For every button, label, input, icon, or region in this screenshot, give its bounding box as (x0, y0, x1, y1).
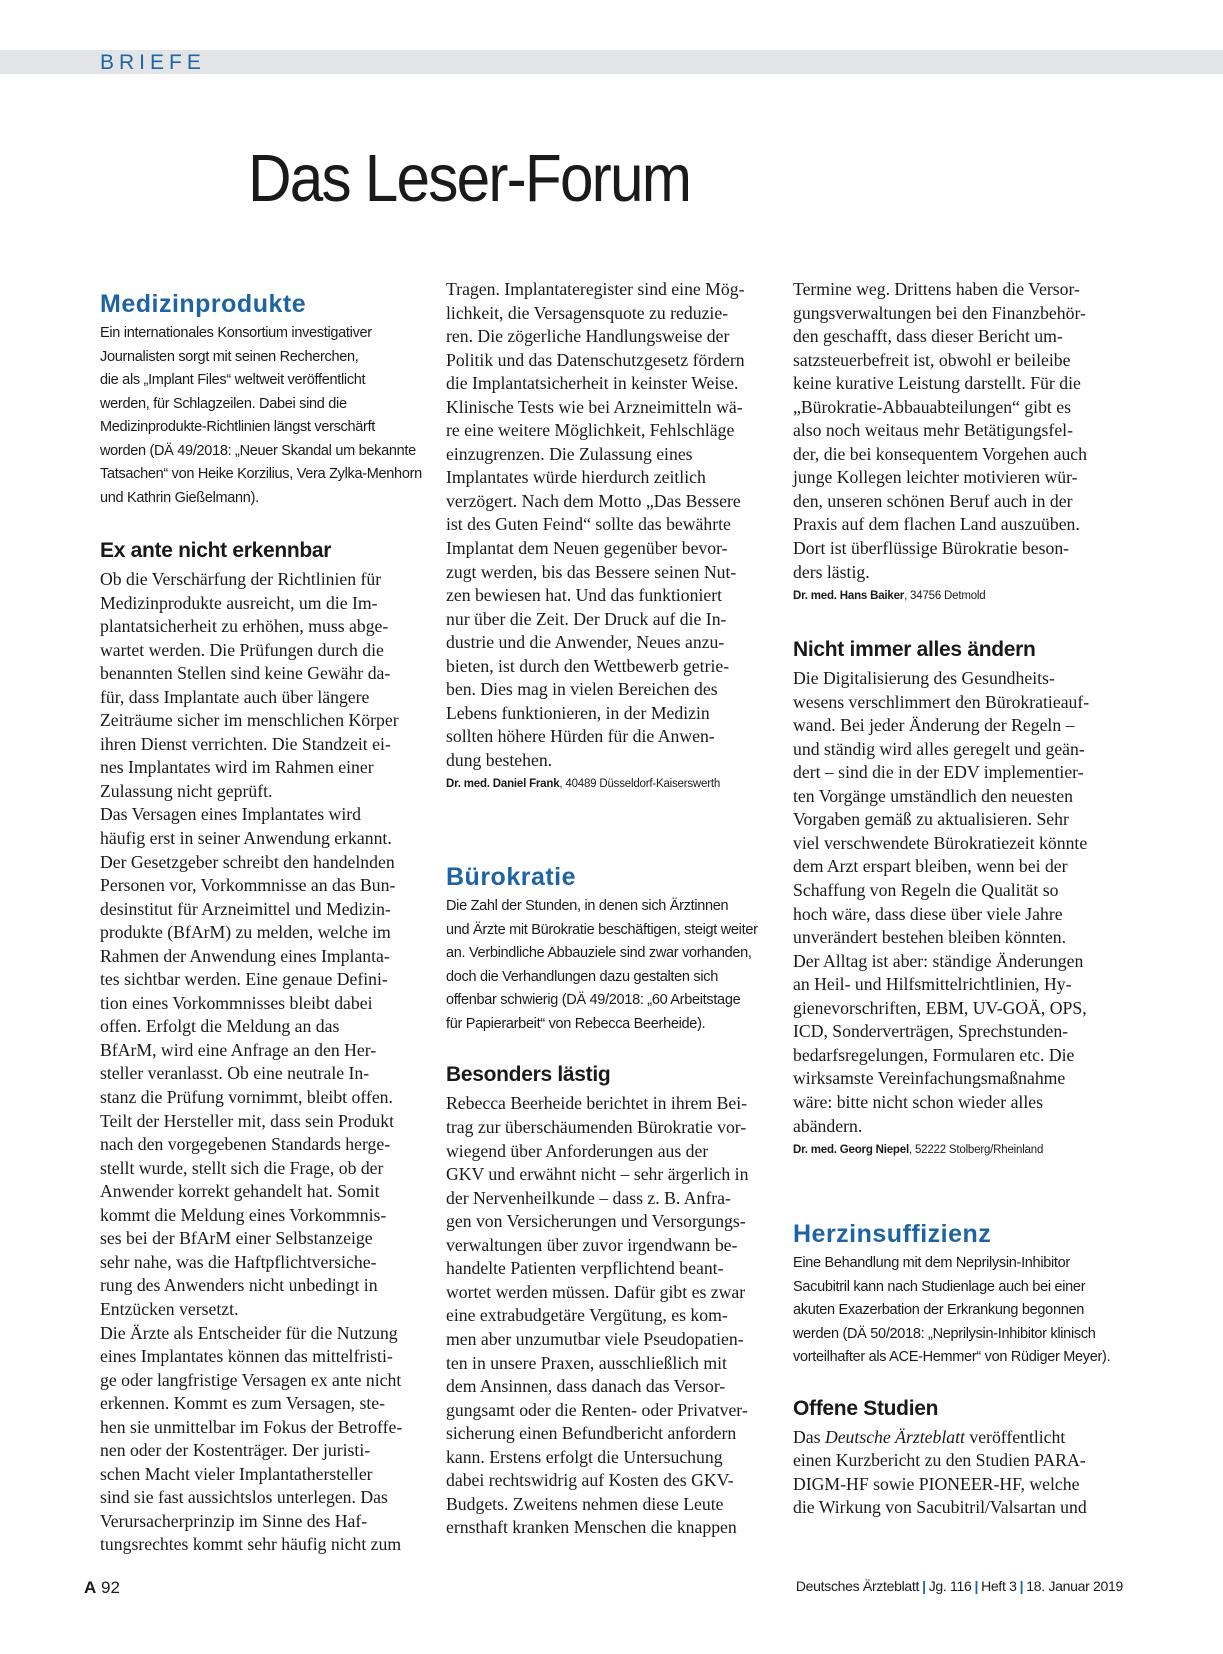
letter-body-besonders-laestig-continued: Termine weg. Drittens haben die Versor- gungsverwaltungen bei den Finanzbehör- den geschafft, dass dieser Bericht um- satzsteuerbefreit ist, obwohl er beileibe keine kurative Leistung darstellt. Für die „Bürokratie-Abbauabteilungen“ gibt es also noch weitaus mehr Betätigungsfel- der, die bei konsequentem Vorgehen auch junge Kollegen leichter motivieren wür- den, unseren schönen Beruf auch in der Praxis auf dem flachen Land auszuüben. Dort ist überflüssige Bürokratie beson- ders lästig. (793, 279, 1088, 582)
letter-body-nicht-immer: Die Digitalisierung des Gesundheits- wesens verschlimmert den Bürokratieauf- wand. Bei jeder Änderung der Regeln – und ständig wird alles geregelt und geän- dert – sind die in der EDV implementier- ten Vorgänge umständlich den neuesten Vorgaben gemäß zu aktualisieren. Sehr viel verschwendete Bürokratiezeit könnte dem Arzt erspart bleiben, wenn bei der Schaffung von Regeln die Qualität so hoch wäre, dass diese über viele Jahre unverändert bestehen bleiben könnten. Der Alltag ist aber: ständige Änderungen an Heil- und Hilfsmittelrichtlinien, Hy- gienevorschriften, EBM, UV-GOÄ, OPS, ICD, Sonderverträgen, Sprechstunden- bedarfsregelungen, Formularen etc. Die wirksamste Vereinfachungsmaßnahme wäre: bitte nicht schon wieder alles abändern. (793, 668, 1090, 1136)
rubric-label: BRIEFE (100, 51, 206, 74)
separator: | (1019, 1578, 1024, 1594)
letter-heading-offene-studien: Offene Studien (793, 1396, 939, 1420)
separator: | (922, 1578, 926, 1594)
topic-heading-buerokratie: Bürokratie (446, 863, 577, 892)
letter-heading-nicht-immer: Nicht immer alles ändern (793, 638, 1036, 662)
page-prefix: A (84, 1578, 97, 1597)
body-text-rest: veröffentlicht einen Kurzbericht zu den Studien PARA- DIGM-HF sowie PIONEER-HF, welche die Wirkung von Sacubitril/Valsartan und (793, 1426, 1087, 1518)
letter-body-besonders-laestig: Rebecca Beerheide berichtet in ihrem Bei- trag zur überschäumenden Bürokratie vor- wiegend über Anforderungen aus der GKV und erwähnt nicht – sehr ärgerlich in der Nervenheilkunde – dass z. B. Anfra- gen von Versicherungen und Versorgungs- verwaltungen über zuvor irgendwann be- handelte Patienten verpflichtend beant- wortet werden müssen. Dafür gibt es zwar eine extrabudgetäre Vergütung, es kom- men aber unzumutbar viele Pseudopatien- ten in unsere Praxen, ausschließlich mit dem Ansinnen, dass danach das Versor- gungsamt oder die Renten- oder Privatver- sicherung einen Befundbericht anfordern kann. Erstens erfolgt die Untersuchung dabei rechtswidrig auf Kosten des GKV- Budgets. Zweitens nehmen diese Leute ernsthaft kranken Menschen die knappen (446, 1093, 749, 1538)
letter-author-frank (446, 774, 774, 794)
letter-heading-besonders-laestig: Besonders lästig (446, 1063, 611, 1087)
column-3 (793, 279, 1123, 1520)
separator: | (974, 1578, 979, 1594)
letter-body-ex-ante-continued: Tragen. Implantateregister sind eine Mög- lichkeit, die Versagensquote zu reduzie- ren. Die zögerliche Handlungsweise der Politik und das Datenschutzgesetz fördern die Implantatsicherheit in keinster Weise. Klinische Tests wie bei Arzneimitteln wä- re eine weitere Möglichkeit, Fehlschläge einzugrenzen. Die Zulassung eines Implantates würde hierdurch zeitlich verzögert. Nach dem Motto „Das Bessere ist des Guten Feind“ sollte das bewährte Implantat dem Neuen gegenüber bevor- zugt werden, bis das Bessere seinen Nut- zen bewiesen hat. Und das funktioniert nur über die Zeit. Der Druck auf die In- dustrie und die Anwender, Neues anzu- bieten, ist durch den Wettbewerb getrie- ben. Dies mag in vielen Bereichen des Lebens funktionieren, in der Medizin sollten höhere Hürden für die Anwen- dung bestehen. (446, 279, 745, 770)
author-place: , 34756 Detmold (904, 590, 986, 603)
letter-author-niepel (793, 1140, 1123, 1160)
column-2 (446, 279, 774, 1540)
topic-heading-herzinsuffizienz: Herzinsuffizienz (793, 1220, 992, 1249)
author-place: , 40489 Düsseldorf-Kaiserswerth (559, 778, 721, 791)
topic-intro-herzinsuffizienz: Eine Behandlung mit dem Neprilysin-Inhibitor Sacubitril kann nach Studienlage auch bei einer akuten Exazerbation der Erkrankung begonnen werden (DÄ 50/2018: „Neprilysin-Inhibitor klinisch vorteilhafter als ACE-Hemmer“ von Rüdiger Meyer). (793, 1255, 1111, 1366)
letter-author-baiker (793, 586, 1123, 606)
author-name: Dr. med. Daniel Frank (446, 778, 560, 791)
author-place: , 52222 Stolberg/Rheinland (908, 1144, 1044, 1157)
page-number-value: 92 (101, 1578, 120, 1597)
topic-intro-medizinprodukte: Ein internationales Konsortium investigativer Journalisten sorgt mit seinen Recherchen, die als „Implant Files“ weltweit veröffentlicht werden, für Schlagzeilen. Dabei sind die Medizinprodukte-Richtlinien längst verschärft worden (DÄ 49/2018: „Neuer Skandal um bekannte Tatsachen“ von Heike Korzilius, Vera Zylka-Menhorn und Kathrin Gießelmann). (100, 325, 422, 506)
journal-date: 18. Januar 2019 (1026, 1578, 1123, 1594)
author-name: Dr. med. Hans Baiker (793, 590, 905, 603)
journal-volume: Jg. 116 (928, 1578, 972, 1594)
letter-body-offene-studien (793, 1426, 1123, 1520)
journal-name: Deutsches Ärzteblatt (795, 1578, 920, 1594)
author-name: Dr. med. Georg Niepel (793, 1144, 909, 1157)
journal-name-italic: Deutsche Ärzteblatt (824, 1426, 965, 1447)
page-title: Das Leser-Forum (248, 141, 691, 216)
column-1 (100, 290, 430, 1557)
letter-body-ex-ante: Ob die Verschärfung der Richtlinien für Medizinprodukte ausreicht, um die Im- plantatsicherheit zu erhöhen, muss abge- wartet werden. Die Prüfungen durch die benannten Stellen sind keine Gewähr da- für, dass Implantate auch über längere Zeiträume sicher im menschlichen Körper ihren Dienst verrichten. Die Standzeit ei- nes Implantates wird im Rahmen einer Zulassung nicht geprüft. Das Versagen eines Implantates wird häufig erst in seiner Anwendung erkannt. Der Gesetzgeber schreibt den handelnden Personen vor, Vorkommnisse an das Bun- desinstitut für Arzneimittel und Medizin- produkte (BfArM) zu melden, welche im Rahmen der Anwendung eines Implanta- tes sichtbar werden. Eine genaue Defini- tion eines Vorkommnisses bleibt dabei offen. Erfolgt die Meldung an das BfArM, wird eine Anfrage an den Her- steller veranlasst. Ob eine neutrale In- stanz die Prüfung vornimmt, bleibt offen. Teilt der Hersteller mit, dass sein Produkt nach den vorgegebenen Standards herge- stellt wurde, stellt sich die Frage, ob der Anwender korrekt gehandelt hat. Somit kommt die Meldung eines Vorkommnis- ses bei der BfArM einer Selbstanzeige sehr nahe, was die Haftpflichtversiche- rung des Anwenders nicht unbedingt in Entzücken versetzt. Die Ärzte als Entscheider für die Nutzung eines Implantates können das mittelfristi- ge oder langfristige Versagen ex ante nicht erkennen. Kommt es zum Versagen, ste- hen sie unmittelbar im Fokus der Betroffe- nen oder der Kostenträger. Der juristi- schen Macht vieler Implantathersteller sind sie fast aussichtslos unterlegen. Das Verursacherprinzip im Sinne des Haf- tungsrechtes kommt sehr häufig nicht zum (100, 569, 403, 1555)
letter-heading-ex-ante: Ex ante nicht erkennbar (100, 539, 332, 562)
topic-heading-medizinprodukte: Medizinprodukte (100, 290, 307, 318)
journal-issue: Heft 3 (981, 1578, 1017, 1594)
footer-citation (793, 1578, 1123, 1594)
page-number (84, 1578, 120, 1598)
topic-intro-buerokratie: Die Zahl der Stunden, in denen sich Ärztinnen und Ärzte mit Bürokratie beschäftigen, steigt weiter an. Verbindliche Abbauziele sind zwar vorhanden, doch die Verhandlungen dazu gestalten sich offenbar schwierig (DÄ 49/2018: „60 Arbeitstage für Papierarbeit“ von Rebecca Beerheide). (446, 898, 758, 1032)
body-text-start: Das (793, 1426, 825, 1447)
